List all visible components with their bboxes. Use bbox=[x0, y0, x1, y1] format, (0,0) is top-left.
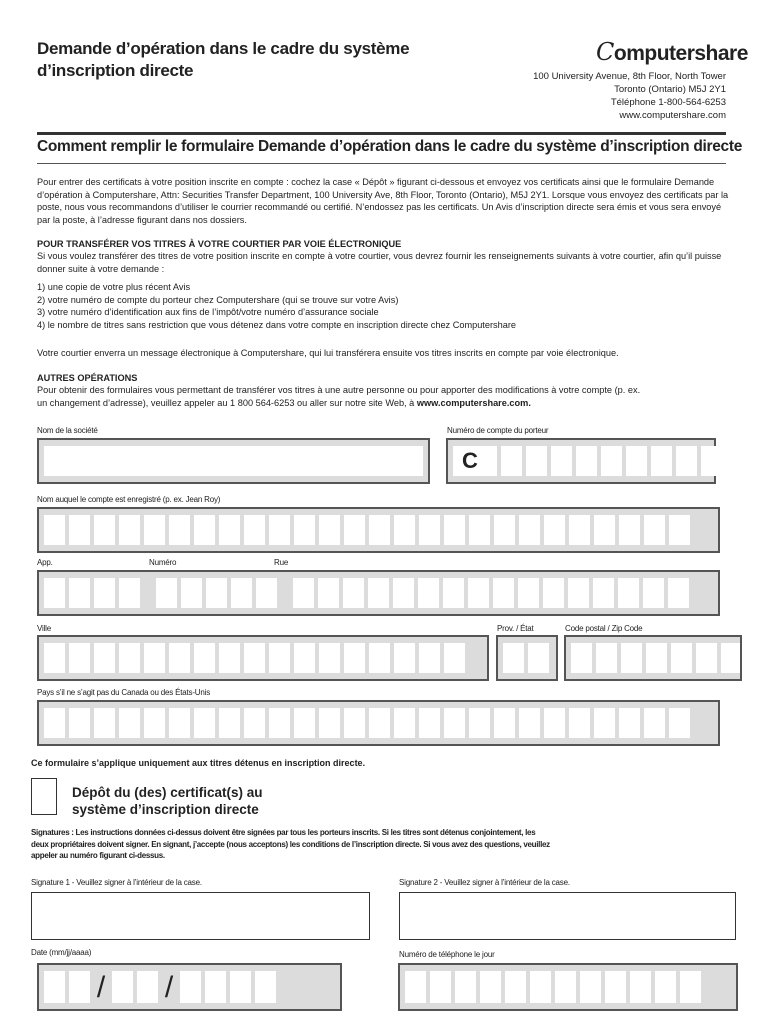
signature-1-box[interactable] bbox=[31, 892, 370, 940]
prov-cell[interactable] bbox=[528, 643, 549, 673]
account-cell[interactable] bbox=[551, 446, 572, 476]
transfer-heading: POUR TRANSFÉRER VOS TITRES À VOTRE COURTIER PAR VOIE ÉLECTRONIQUE bbox=[37, 239, 402, 249]
other-text: Pour obtenir des formulaires vous permettant de transférer vos titres à une autre personne ou pour apporter des modifications à votre compte (p. ex. un changement d’adresse), veuillez appeler au 1 800 564-6253 ou aller sur notre site Web, à bbox=[37, 385, 641, 408]
country-cell[interactable] bbox=[144, 708, 165, 738]
city-field[interactable] bbox=[37, 635, 489, 681]
country-cell[interactable] bbox=[194, 708, 215, 738]
name-cell[interactable] bbox=[644, 515, 665, 545]
phone-cell[interactable] bbox=[655, 971, 676, 1003]
country-cell[interactable] bbox=[544, 708, 565, 738]
city-cell[interactable] bbox=[244, 643, 265, 673]
country-cell[interactable] bbox=[369, 708, 390, 738]
country-cell[interactable] bbox=[619, 708, 640, 738]
registered-name-field[interactable] bbox=[37, 507, 720, 553]
number-label: Numéro bbox=[149, 558, 177, 567]
number-cell[interactable] bbox=[181, 578, 202, 608]
street-cell[interactable] bbox=[318, 578, 339, 608]
account-cell[interactable] bbox=[701, 446, 722, 476]
country-label: Pays s’il ne s’agit pas du Canada ou des États-Unis bbox=[37, 688, 211, 697]
street-cell[interactable] bbox=[568, 578, 589, 608]
street-cell[interactable] bbox=[518, 578, 539, 608]
direct-registration-note: Ce formulaire s’applique uniquement aux titres détenus en inscription directe. bbox=[31, 758, 366, 768]
signature-1-label: Signature 1 - Veuillez signer à l’intérieur de la case. bbox=[31, 878, 202, 887]
country-cell[interactable] bbox=[44, 708, 65, 738]
date-field[interactable] bbox=[37, 963, 342, 1011]
country-cell[interactable] bbox=[244, 708, 265, 738]
street-cell[interactable] bbox=[468, 578, 489, 608]
country-cell[interactable] bbox=[569, 708, 590, 738]
city-cell[interactable] bbox=[194, 643, 215, 673]
number-cell[interactable] bbox=[156, 578, 177, 608]
country-cell[interactable] bbox=[644, 708, 665, 738]
street-cell[interactable] bbox=[343, 578, 364, 608]
country-cell[interactable] bbox=[319, 708, 340, 738]
instructions-title: Comment remplir le formulaire Demande d’opération dans le cadre du système d’inscription directe bbox=[37, 138, 743, 155]
postal-cell[interactable] bbox=[696, 643, 717, 673]
deposit-label-line-2: système d’inscription directe bbox=[72, 802, 259, 817]
phone-field[interactable] bbox=[398, 963, 738, 1011]
city-cell[interactable] bbox=[294, 643, 315, 673]
name-cell[interactable] bbox=[469, 515, 490, 545]
phone-label: Numéro de téléphone le jour bbox=[399, 950, 495, 959]
number-cell[interactable] bbox=[231, 578, 252, 608]
apt-label: App. bbox=[37, 558, 53, 567]
street-cell[interactable] bbox=[393, 578, 414, 608]
phone-cell[interactable] bbox=[605, 971, 626, 1003]
deposit-label-line-1: Dépôt du (des) certificat(s) au bbox=[72, 785, 263, 800]
date-cell[interactable] bbox=[230, 971, 251, 1003]
country-cell[interactable] bbox=[269, 708, 290, 738]
country-cell[interactable] bbox=[494, 708, 515, 738]
street-cell[interactable] bbox=[418, 578, 439, 608]
date-cell[interactable] bbox=[180, 971, 201, 1003]
number-cell[interactable] bbox=[206, 578, 227, 608]
company-address bbox=[533, 70, 726, 122]
apt-cell[interactable] bbox=[94, 578, 115, 608]
name-cell[interactable] bbox=[219, 515, 240, 545]
address-phone: Téléphone 1-800-564-6253 bbox=[610, 97, 726, 108]
name-cell[interactable] bbox=[119, 515, 140, 545]
divider bbox=[37, 132, 726, 135]
street-cell[interactable] bbox=[543, 578, 564, 608]
postal-cell[interactable] bbox=[721, 643, 740, 673]
account-cell[interactable] bbox=[526, 446, 547, 476]
transfer-paragraph: Si vous voulez transférer des titres de votre position inscrite en compte à votre courtier, vous devrez fournir les renseignements suivants à votre courtier, afin qu’il puisse donner suite à votre demande : bbox=[37, 251, 722, 274]
name-cell[interactable] bbox=[344, 515, 365, 545]
name-cell[interactable] bbox=[419, 515, 440, 545]
name-cell[interactable] bbox=[394, 515, 415, 545]
apt-cell[interactable] bbox=[69, 578, 90, 608]
country-cell[interactable] bbox=[444, 708, 465, 738]
phone-cell[interactable] bbox=[555, 971, 576, 1003]
date-separator: / bbox=[164, 971, 174, 1004]
city-cell[interactable] bbox=[219, 643, 240, 673]
company-field[interactable] bbox=[37, 438, 430, 484]
name-cell[interactable] bbox=[319, 515, 340, 545]
divider bbox=[37, 163, 726, 164]
account-cell[interactable] bbox=[626, 446, 647, 476]
broker-paragraph: Votre courtier enverra un message électronique à Computershare, qui lui transférera ensuite vos titres inscrits en compte par voie électronique. bbox=[37, 348, 619, 358]
number-cell[interactable] bbox=[256, 578, 277, 608]
list-item: 3) votre numéro d’identification aux fins de l’impôt/votre numéro d’assurance sociale bbox=[37, 307, 379, 317]
city-cell[interactable] bbox=[369, 643, 390, 673]
city-label: Ville bbox=[37, 624, 51, 633]
phone-cell[interactable] bbox=[530, 971, 551, 1003]
phone-cell[interactable] bbox=[630, 971, 651, 1003]
phone-cell[interactable] bbox=[580, 971, 601, 1003]
street-cell[interactable] bbox=[593, 578, 614, 608]
signature-2-box[interactable] bbox=[399, 892, 736, 940]
street-cell[interactable] bbox=[493, 578, 514, 608]
spacer bbox=[281, 578, 289, 608]
logo-text: omputershare bbox=[613, 42, 748, 65]
name-cell[interactable] bbox=[44, 515, 65, 545]
name-cell[interactable] bbox=[194, 515, 215, 545]
name-cell[interactable] bbox=[144, 515, 165, 545]
date-cell[interactable] bbox=[112, 971, 133, 1003]
city-cell[interactable] bbox=[169, 643, 190, 673]
city-cell[interactable] bbox=[69, 643, 90, 673]
requirements-list bbox=[37, 281, 732, 331]
name-cell[interactable] bbox=[169, 515, 190, 545]
intro-paragraph: Pour entrer des certificats à votre position inscrite en compte : cochez la case « Dépôt » figurant ci-dessous et envoyez vos certificats ainsi que le formulaire Demande d’opération à Computershare, Attn: Securities Transfer Department, 100 University Ave, 8th Floor, Toronto (Ontario), M5J 2Y1. Lorsque vous envoyez des certificats par la poste, nous vous recommandons d’utiliser le courrier recommandé ou certifié. N’endossez pas les certificats. Un Avis d’inscription directe sera émis et vous sera envoyé par la poste, à l’adresse figurant dans nos dossiers. bbox=[37, 177, 729, 225]
phone-cell[interactable] bbox=[430, 971, 451, 1003]
account-prefix: C bbox=[453, 446, 497, 476]
country-cell[interactable] bbox=[169, 708, 190, 738]
street-cell[interactable] bbox=[643, 578, 664, 608]
street-cell[interactable] bbox=[668, 578, 689, 608]
postal-cell[interactable] bbox=[646, 643, 667, 673]
account-cell[interactable] bbox=[601, 446, 622, 476]
deposit-checkbox[interactable] bbox=[31, 778, 57, 815]
computershare-logo bbox=[596, 38, 748, 66]
account-label: Numéro de compte du porteur bbox=[447, 426, 549, 435]
country-cell[interactable] bbox=[294, 708, 315, 738]
country-cell[interactable] bbox=[669, 708, 690, 738]
city-cell[interactable] bbox=[119, 643, 140, 673]
country-cell[interactable] bbox=[419, 708, 440, 738]
signature-instructions: Signatures : Les instructions données ci-dessus doivent être signées par tous les porteurs inscrits. Si les titres sont détenus conjointement, les deux propriétaires doivent signer. En signant, j’accepte (nous acceptons) les conditions de l’inscription directe. Si vous avez des questions, veuillez appeler au numéro figurant ci-dessus. bbox=[31, 828, 550, 860]
address-line-2: Toronto (Ontario) M5J 2Y1 bbox=[614, 84, 726, 95]
name-cell[interactable] bbox=[569, 515, 590, 545]
name-cell[interactable] bbox=[69, 515, 90, 545]
city-cell[interactable] bbox=[144, 643, 165, 673]
street-cell[interactable] bbox=[368, 578, 389, 608]
date-cell[interactable] bbox=[137, 971, 158, 1003]
prov-label: Prov. / État bbox=[497, 624, 534, 633]
other-paragraph bbox=[37, 384, 647, 409]
city-cell[interactable] bbox=[444, 643, 465, 673]
apt-cell[interactable] bbox=[44, 578, 65, 608]
name-cell[interactable] bbox=[669, 515, 690, 545]
account-cell[interactable] bbox=[651, 446, 672, 476]
date-cell[interactable] bbox=[205, 971, 226, 1003]
country-cell[interactable] bbox=[394, 708, 415, 738]
city-cell[interactable] bbox=[344, 643, 365, 673]
website-link[interactable]: www.computershare.com. bbox=[416, 397, 531, 408]
deposit-label bbox=[72, 784, 263, 818]
company-input[interactable] bbox=[44, 446, 423, 476]
city-cell[interactable] bbox=[44, 643, 65, 673]
list-item: 1) une copie de votre plus récent Avis bbox=[37, 282, 191, 292]
country-cell[interactable] bbox=[344, 708, 365, 738]
city-cell[interactable] bbox=[394, 643, 415, 673]
postal-label: Code postal / Zip Code bbox=[565, 624, 643, 633]
city-cell[interactable] bbox=[269, 643, 290, 673]
prov-cell[interactable] bbox=[503, 643, 524, 673]
list-item: 4) le nombre de titres sans restriction que vous détenez dans votre compte en inscription directe chez Computershare bbox=[37, 319, 517, 330]
country-cell[interactable] bbox=[94, 708, 115, 738]
city-cell[interactable] bbox=[319, 643, 340, 673]
name-cell[interactable] bbox=[494, 515, 515, 545]
phone-cell[interactable] bbox=[480, 971, 501, 1003]
country-cell[interactable] bbox=[219, 708, 240, 738]
account-field[interactable] bbox=[446, 438, 716, 484]
country-cell[interactable] bbox=[69, 708, 90, 738]
postal-field[interactable] bbox=[564, 635, 742, 681]
name-cell[interactable] bbox=[244, 515, 265, 545]
name-cell[interactable] bbox=[544, 515, 565, 545]
name-cell[interactable] bbox=[519, 515, 540, 545]
form-title: Demande d’opération dans le cadre du système d’inscription directe bbox=[37, 39, 410, 80]
phone-cell[interactable] bbox=[455, 971, 476, 1003]
phone-cell[interactable] bbox=[680, 971, 701, 1003]
postal-cell[interactable] bbox=[571, 643, 592, 673]
date-cell[interactable] bbox=[44, 971, 65, 1003]
address-website: www.computershare.com bbox=[619, 110, 726, 121]
name-cell[interactable] bbox=[369, 515, 390, 545]
date-cell[interactable] bbox=[69, 971, 90, 1003]
country-cell[interactable] bbox=[519, 708, 540, 738]
spacer bbox=[144, 578, 152, 608]
name-cell[interactable] bbox=[594, 515, 615, 545]
account-cell[interactable] bbox=[501, 446, 522, 476]
city-cell[interactable] bbox=[94, 643, 115, 673]
country-field[interactable] bbox=[37, 700, 720, 746]
name-cell[interactable] bbox=[619, 515, 640, 545]
postal-cell[interactable] bbox=[621, 643, 642, 673]
country-cell[interactable] bbox=[469, 708, 490, 738]
registered-name-label: Nom auquel le compte est enregistré (p. ex. Jean Roy) bbox=[37, 495, 221, 504]
date-label: Date (mm/jj/aaaa) bbox=[31, 948, 92, 957]
name-cell[interactable] bbox=[94, 515, 115, 545]
phone-cell[interactable] bbox=[505, 971, 526, 1003]
logo-initial: C bbox=[596, 38, 614, 66]
name-cell[interactable] bbox=[269, 515, 290, 545]
other-heading: AUTRES OPÉRATIONS bbox=[37, 373, 138, 383]
street-cell[interactable] bbox=[443, 578, 464, 608]
address-line-1: 100 University Avenue, 8th Floor, North Tower bbox=[533, 71, 726, 82]
name-cell[interactable] bbox=[444, 515, 465, 545]
date-separator: / bbox=[96, 971, 106, 1004]
country-cell[interactable] bbox=[119, 708, 140, 738]
signature-2-label: Signature 2 - Veuillez signer à l’intérieur de la case. bbox=[399, 878, 570, 887]
country-cell[interactable] bbox=[594, 708, 615, 738]
postal-cell[interactable] bbox=[671, 643, 692, 673]
address-field[interactable] bbox=[37, 570, 720, 616]
account-cell[interactable] bbox=[576, 446, 597, 476]
city-cell[interactable] bbox=[419, 643, 440, 673]
date-cell[interactable] bbox=[255, 971, 276, 1003]
postal-cell[interactable] bbox=[596, 643, 617, 673]
list-item: 2) votre numéro de compte du porteur chez Computershare (qui se trouve sur votre Avis) bbox=[37, 294, 399, 305]
street-label: Rue bbox=[274, 558, 289, 567]
company-label: Nom de la société bbox=[37, 426, 98, 435]
phone-cell[interactable] bbox=[405, 971, 426, 1003]
street-cell[interactable] bbox=[293, 578, 314, 608]
apt-cell[interactable] bbox=[119, 578, 140, 608]
account-cell[interactable] bbox=[676, 446, 697, 476]
street-cell[interactable] bbox=[618, 578, 639, 608]
name-cell[interactable] bbox=[294, 515, 315, 545]
prov-field[interactable] bbox=[496, 635, 558, 681]
